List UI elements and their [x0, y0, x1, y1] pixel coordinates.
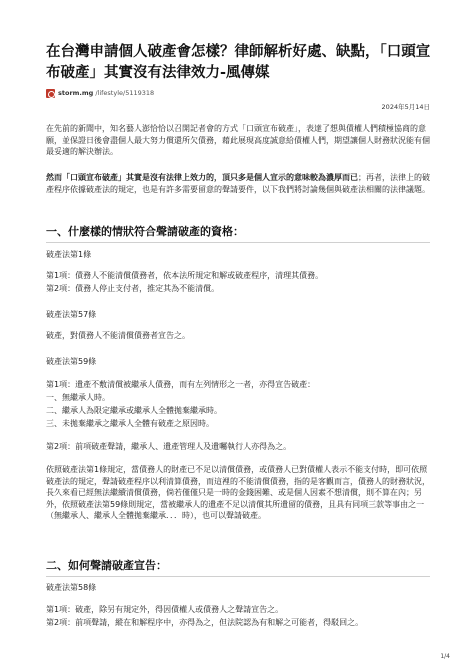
paragraph-2-rest: ；再者，法律上的破產程序依據破產法的規定，也是有許多需要留意的聲請要件，以下我們將討論幾個與破產法相關的法律議題。 — [46, 173, 430, 194]
law-59-sub-1: 一、無繼承人時。 — [46, 393, 110, 402]
source-line[interactable] — [46, 87, 154, 99]
page-number: 1/4 — [440, 653, 450, 660]
law-58-item-2: 第2項：前項聲請，縱在和解程序中，亦得為之，但法院認為有和解之可能者，得駁回之。 — [46, 618, 364, 627]
law-59-item-2: 第2項：前項破產聲請，繼承人、遺產管理人及遺囑執行人亦得為之。 — [46, 442, 292, 451]
law-59-item-1: 第1項：遺產不敷清償被繼承人債務，而有左列情形之一者，亦得宣告破產： — [46, 380, 316, 389]
section-2-divider — [46, 576, 430, 577]
law-1-item-1: 第1項：債務人不能清償債務者，依本法所規定和解或破產程序，清理其債務。 — [46, 271, 324, 280]
paragraph-2 — [46, 172, 430, 195]
article-title: 在台灣申請個人破產會怎樣？律師解析好處、缺點，「口頭宣布破產」其實沒有法律效力-風傳媒 — [46, 44, 431, 81]
paragraph-2-bold: 然而「口頭宣布破產」其實是沒有法律上效力的，頂只多是個人宣示的意味較為濃厚而已 — [46, 173, 358, 182]
source-site: storm.mg — [58, 89, 94, 97]
storm-logo-icon — [46, 89, 55, 98]
law-59-title: 破產法第59條 — [46, 357, 97, 366]
article-date: 2024年5月14日 — [381, 103, 430, 111]
law-58-item-1: 第1項：破產，除另有規定外，得因債權人或債務人之聲請宣告之。 — [46, 605, 284, 614]
source-path: /lifestyle/5119318 — [95, 89, 155, 97]
law-57-title: 破產法第57條 — [46, 310, 97, 319]
law-57-text: 破產，對債務人不能清償債務者宣告之。 — [46, 331, 190, 340]
section-1-heading: 一、什麼樣的情狀符合聲請破產的資格： — [46, 225, 244, 238]
intro-paragraph: 在先前的新聞中，知名藝人澎恰恰以召開記者會的方式「口頭宣布破產」，表達了想與債權人們積極協商的意願，並保證日後會盡個人最大努力償還所欠債務，藉此展現高度誠意給債權人們，期望讓個人財務狀況能有個最妥適的解決辦法。 — [46, 124, 430, 156]
law-59-sub-3: 三、未拋棄繼承之繼承人全體有破產之原因時。 — [46, 419, 214, 428]
law-1-item-2: 第2項：債務人停止支付者，推定其為不能清償。 — [46, 284, 220, 293]
section-2-heading: 二、如何聲請破產宣告： — [46, 559, 167, 572]
explanation-paragraph: 依照破產法第1條規定，當債務人的財產已不足以清償債務，或債務人已對債權人表示不能支付時，即可依照破產法的規定，聲請破產程序以利清算債務，而這裡的不能清償債務，指的是客觀而言，債務人的財務狀況，長久來看已經無法繼續清償債務，倘若僅僅只是一時的金錢困難、或是個人因素不想清償，則不算在內；另外，依照破產法第59條則規定，當被繼承人的遺產不足以清償其所遺留的債務，且具有同項三款等事由之一（無繼承人、繼承人全體拋棄繼承．．．時），也可以聲請破產。 — [46, 465, 430, 520]
law-58-title: 破產法第58條 — [46, 583, 97, 592]
law-1-title: 破產法第1條 — [46, 250, 92, 259]
section-1-divider — [46, 242, 430, 243]
law-59-sub-2: 二、繼承人為限定繼承或繼承人全體拋棄繼承時。 — [46, 406, 222, 415]
